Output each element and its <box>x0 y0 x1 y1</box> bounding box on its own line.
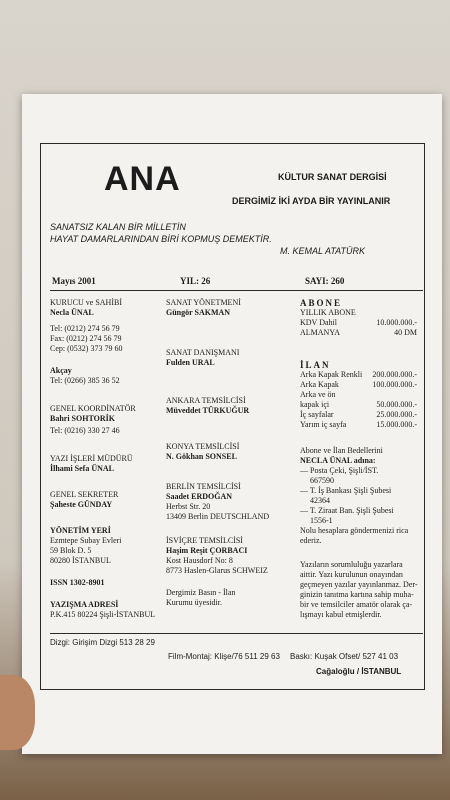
management-label: YÖNETİM YERİ <box>50 526 111 535</box>
berlin-street: Herbst Str. 20 <box>166 502 211 511</box>
footer-film: Film-Montaj: Klişe/76 511 29 63 <box>168 652 280 661</box>
ad-row-label: Yarım iç sayfa <box>300 420 347 429</box>
responsibility-line: Yazıların sorumluluğu yazarlara <box>300 560 403 569</box>
ad-row-label: kapak içi <box>300 400 330 409</box>
art-advisor-label: SANAT DANIŞMANI <box>166 348 240 357</box>
management-line-3: 80280 İSTANBUL <box>50 556 111 565</box>
founder-name: Necla ÜNAL <box>50 308 94 317</box>
issue-year: YIL: 26 <box>180 276 211 286</box>
responsibility-line: lışmayı kabul etmişlerdir. <box>300 610 382 619</box>
konya-name: N. Gökhan SONSEL <box>166 452 237 461</box>
payment-recipient: NECLA ÜNAL adına: <box>300 456 376 465</box>
ad-row-label: Arka ve ön <box>300 390 336 399</box>
payment-note-2: ederiz. <box>300 536 322 545</box>
swiss-city: 8773 Haslen-Glarus SCHWEIZ <box>166 566 268 575</box>
footer-print: Baskı: Kuşak Ofset/ 527 41 03 <box>290 652 399 661</box>
ankara-name: Müveddet TÜRKUĞUR <box>166 406 250 415</box>
editor-name: İlhami Sefa ÜNAL <box>50 464 115 473</box>
management-line-2: 59 Blok D. 5 <box>50 546 92 555</box>
payment-postal-number: 667590 <box>310 476 334 485</box>
coordinator-name: Bahri SOHTORİK <box>50 414 115 423</box>
issue-date: Mayıs 2001 <box>52 276 96 286</box>
ad-row-value: 50.000.000.- <box>376 400 417 409</box>
header-rule <box>50 290 423 291</box>
founder-cep: Cep: (0532) 373 79 60 <box>50 344 123 353</box>
right-column <box>300 298 420 620</box>
issn-text: ISSN 1302-8901 <box>50 578 105 587</box>
ad-row-value: 15.000.000.- <box>376 420 417 429</box>
founder-tel: Tel: (0212) 274 56 79 <box>50 324 120 333</box>
kdv-label: KDV Dahil <box>300 318 337 327</box>
editor-label: YAZI İŞLERİ MÜDÜRÜ <box>50 454 133 463</box>
almanya-value: 40 DM <box>394 328 417 337</box>
art-director-label: SANAT YÖNETMENİ <box>166 298 241 307</box>
coordinator-label: GENEL KOORDİNATÖR <box>50 404 136 413</box>
ad-row-label: Arka Kapak <box>300 380 339 389</box>
swiss-street: Kost Hausdorf No: 8 <box>166 556 233 565</box>
ad-row-value: 200.000.000.- <box>372 370 417 379</box>
membership-line-2: Kurumu üyesidir. <box>166 598 222 607</box>
berlin-name: Saadet ERDOĞAN <box>166 492 233 501</box>
subscription-title: ABONE <box>300 298 343 308</box>
quote-line-1: SANATSIZ KALAN BİR MİLLETİN <box>50 222 186 232</box>
secretary-label: GENEL SEKRETER <box>50 490 119 499</box>
magazine-subtitle: KÜLTUR SANAT DERGİSİ <box>278 172 387 182</box>
akcay-tel: Tel: (0266) 385 36 52 <box>50 376 120 385</box>
kdv-value: 10.000.000.- <box>376 318 417 327</box>
coordinator-tel: Tel: (0216) 330 27 46 <box>50 426 120 435</box>
konya-label: KONYA TEMSİLCİSİ <box>166 442 240 451</box>
ad-title: İLAN <box>300 360 331 370</box>
quote-line-2: HAYAT DAMARLARINDAN BİRİ KOPMUŞ DEMEKTİR. <box>50 234 272 244</box>
payment-isbank-number: 42364 <box>310 496 330 505</box>
akcay-label: Akçay <box>50 366 72 375</box>
magazine-logo: ANA <box>104 160 181 198</box>
management-line-1: Ezmtepe Subay Evleri <box>50 536 122 545</box>
ad-row-value: 100.000.000.- <box>372 380 417 389</box>
membership-line-1: Dergimiz Basın - İlan <box>166 588 236 597</box>
almanya-label: ALMANYA <box>300 328 340 337</box>
payment-ziraat-number: 1556-1 <box>310 516 333 525</box>
ankara-label: ANKARA TEMSİLCİSİ <box>166 396 246 405</box>
payment-intro: Abone ve İlan Bedellerini <box>300 446 383 455</box>
correspondence-address: P.K.415 80224 Şişli-İSTANBUL <box>50 610 156 619</box>
payment-isbank: — T. İş Bankası Şişli Şubesi <box>300 486 392 495</box>
ad-row-value: 25.000.000.- <box>376 410 417 419</box>
founder-fax: Fax: (0212) 274 56 79 <box>50 334 122 343</box>
left-column <box>50 298 168 631</box>
ad-row-label: Arka Kapak Renkli <box>300 370 363 379</box>
berlin-city: 13409 Berlin DEUTSCHLAND <box>166 512 270 521</box>
responsibility-line: aittir. Yazı kurulunun onayından <box>300 570 403 579</box>
art-advisor-name: Fulden URAL <box>166 358 215 367</box>
responsibility-line: geçmeyen yazılar yayınlanmaz. Der- <box>300 580 418 589</box>
middle-column <box>166 298 294 619</box>
responsibility-line: bir ve temsilciler amatör olarak ça- <box>300 600 413 609</box>
ad-row-label: İç sayfalar <box>300 410 334 419</box>
footer-typesetting: Dizgi: Girişim Dizgi 513 28 29 <box>50 638 155 647</box>
payment-note-1: Nolu hesaplara göndermenizi rica <box>300 526 409 535</box>
footer-rule <box>50 633 423 634</box>
thumb <box>0 675 35 750</box>
payment-postal: — Posta Çeki, Şişli/İST. <box>300 466 379 475</box>
swiss-label: İSVİÇRE TEMSİLCİSİ <box>166 536 243 545</box>
correspondence-label: YAZIŞMA ADRESİ <box>50 600 119 609</box>
berlin-label: BERLİN TEMSİLCİSİ <box>166 482 241 491</box>
swiss-name: Haşim Reşit ÇORBACI <box>166 546 248 555</box>
responsibility-line: ginizin tanıtma kartına sahip muha- <box>300 590 414 599</box>
art-director-name: Güngör SAKMAN <box>166 308 231 317</box>
issue-number: SAYI: 260 <box>305 276 345 286</box>
secretary-name: Şaheste GÜNDAY <box>50 500 113 509</box>
founder-label: KURUCU ve SAHİBİ <box>50 298 122 307</box>
subscription-subtitle: YILLIK ABONE <box>300 308 356 317</box>
footer-city: Cağaloğlu / İSTANBUL <box>316 667 402 676</box>
quote-author: M. KEMAL ATATÜRK <box>280 246 366 256</box>
frequency-text: DERGİMİZ İKİ AYDA BİR YAYINLANIR <box>232 196 391 206</box>
payment-ziraat: — T. Ziraat Ban. Şişli Şubesi <box>300 506 394 515</box>
